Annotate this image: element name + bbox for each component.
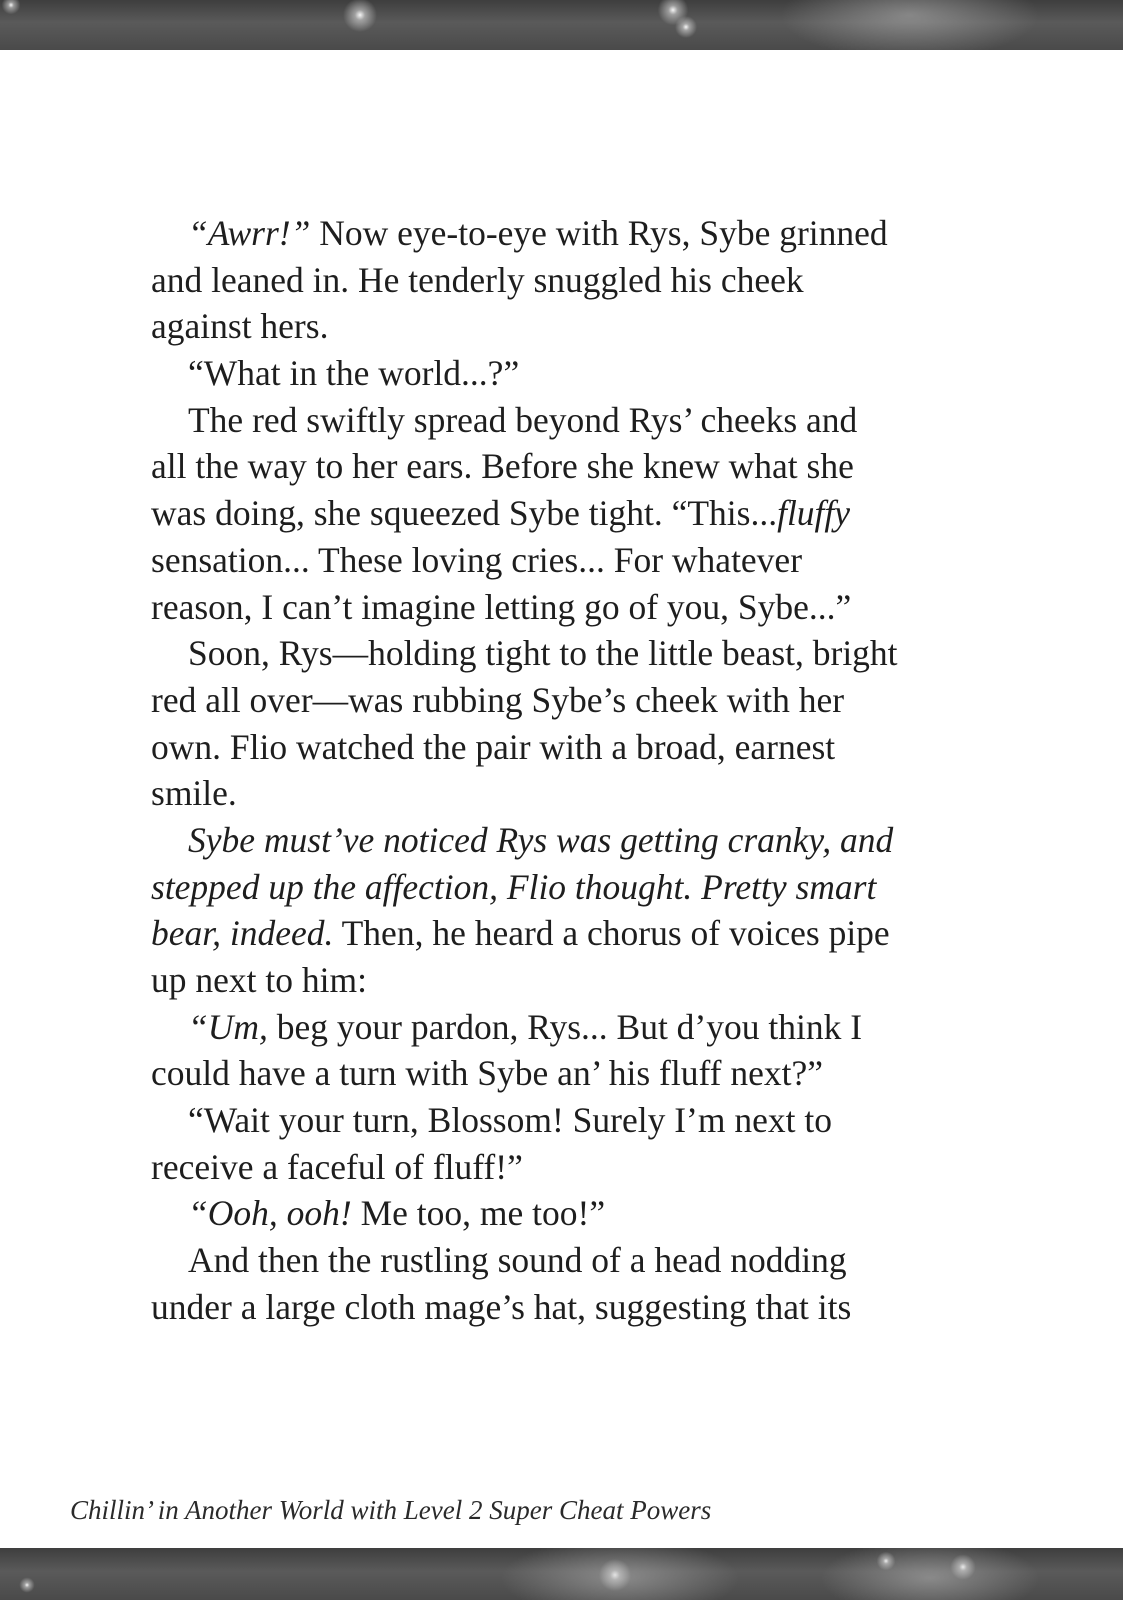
text-segment: “What in the world...?”	[188, 353, 520, 394]
text-line	[151, 1144, 951, 1191]
italic-text-segment: stepped up the affection, Flio thought. Pretty smart	[151, 866, 877, 907]
text-segment: could have a turn with Sybe an’ his fluff next?”	[151, 1053, 824, 1094]
text-line	[151, 257, 951, 304]
top-decorative-band	[0, 0, 1123, 50]
page-body-text	[151, 210, 951, 1331]
italic-text-segment: Sybe must’ve noticed Rys was getting cranky, and	[188, 819, 894, 860]
text-segment: and leaned in. He tenderly snuggled his cheek	[151, 259, 804, 300]
text-segment: “Wait your turn, Blossom! Surely I’m next to	[188, 1100, 832, 1141]
text-line	[151, 724, 951, 771]
text-segment: Now eye-to-eye with Rys, Sybe grinned	[310, 213, 888, 253]
text-line	[151, 350, 951, 397]
text-segment: Then, he heard a chorus of voices pipe	[333, 913, 890, 954]
bottom-decorative-band	[0, 1548, 1123, 1600]
text-line	[151, 584, 951, 631]
text-line	[151, 490, 951, 537]
italic-text-segment: “Awrr!”	[188, 213, 311, 253]
text-line	[151, 1284, 951, 1331]
text-line	[151, 864, 951, 911]
text-line	[151, 630, 951, 677]
text-segment: And then the rustling sound of a head nodding	[188, 1240, 847, 1281]
text-segment: was doing, she squeezed Sybe tight. “This...	[151, 493, 778, 534]
sparkle-icon	[18, 1576, 36, 1594]
text-line	[151, 817, 951, 864]
text-line	[151, 910, 951, 957]
text-line	[151, 443, 951, 490]
italic-text-segment: bear, indeed.	[151, 913, 334, 954]
text-line	[151, 210, 951, 257]
text-line	[151, 397, 951, 444]
light-haze	[500, 1548, 740, 1600]
text-line	[151, 1097, 951, 1144]
text-segment: red all over—was rubbing Sybe’s cheek with her	[151, 679, 845, 720]
text-line	[151, 303, 951, 350]
text-segment: Me too, me too!”	[351, 1193, 606, 1234]
sparkle-icon	[673, 14, 699, 40]
text-line	[151, 1237, 951, 1284]
text-segment: sensation... These loving cries... For whatever	[151, 539, 803, 580]
text-line	[151, 677, 951, 724]
italic-text-segment: “Ooh, ooh!	[188, 1193, 352, 1234]
text-segment: own. Flio watched the pair with a broad, earnest	[151, 726, 836, 767]
text-line	[151, 537, 951, 584]
light-haze	[780, 0, 1040, 50]
text-segment: Soon, Rys—holding tight to the little beast, bright	[188, 633, 898, 674]
italic-text-segment: “Um,	[188, 1006, 268, 1047]
text-segment: against hers.	[151, 306, 329, 347]
running-footer-book-title: Chillin’ in Another World with Level 2 Super Cheat Powers	[70, 1495, 712, 1525]
text-segment: smile.	[151, 773, 237, 814]
text-segment: all the way to her ears. Before she knew what she	[151, 446, 854, 487]
text-segment: under a large cloth mage’s hat, suggesting that its	[151, 1286, 852, 1327]
text-line	[151, 1004, 951, 1051]
text-segment: reason, I can’t imagine letting go of you, Sybe...”	[151, 586, 852, 627]
text-line	[151, 770, 951, 817]
text-segment: The red swiftly spread beyond Rys’ cheeks and	[188, 399, 858, 440]
text-line	[151, 1050, 951, 1097]
sparkle-icon	[0, 0, 22, 16]
italic-text-segment: fluffy	[777, 493, 851, 534]
text-line	[151, 1190, 951, 1237]
text-segment: receive a faceful of fluff!”	[151, 1146, 523, 1187]
text-line	[151, 957, 951, 1004]
text-segment: up next to him:	[151, 960, 367, 1000]
sparkle-icon	[340, 0, 380, 35]
light-haze	[820, 1548, 1040, 1600]
text-segment: beg your pardon, Rys... But d’you think I	[267, 1006, 863, 1047]
